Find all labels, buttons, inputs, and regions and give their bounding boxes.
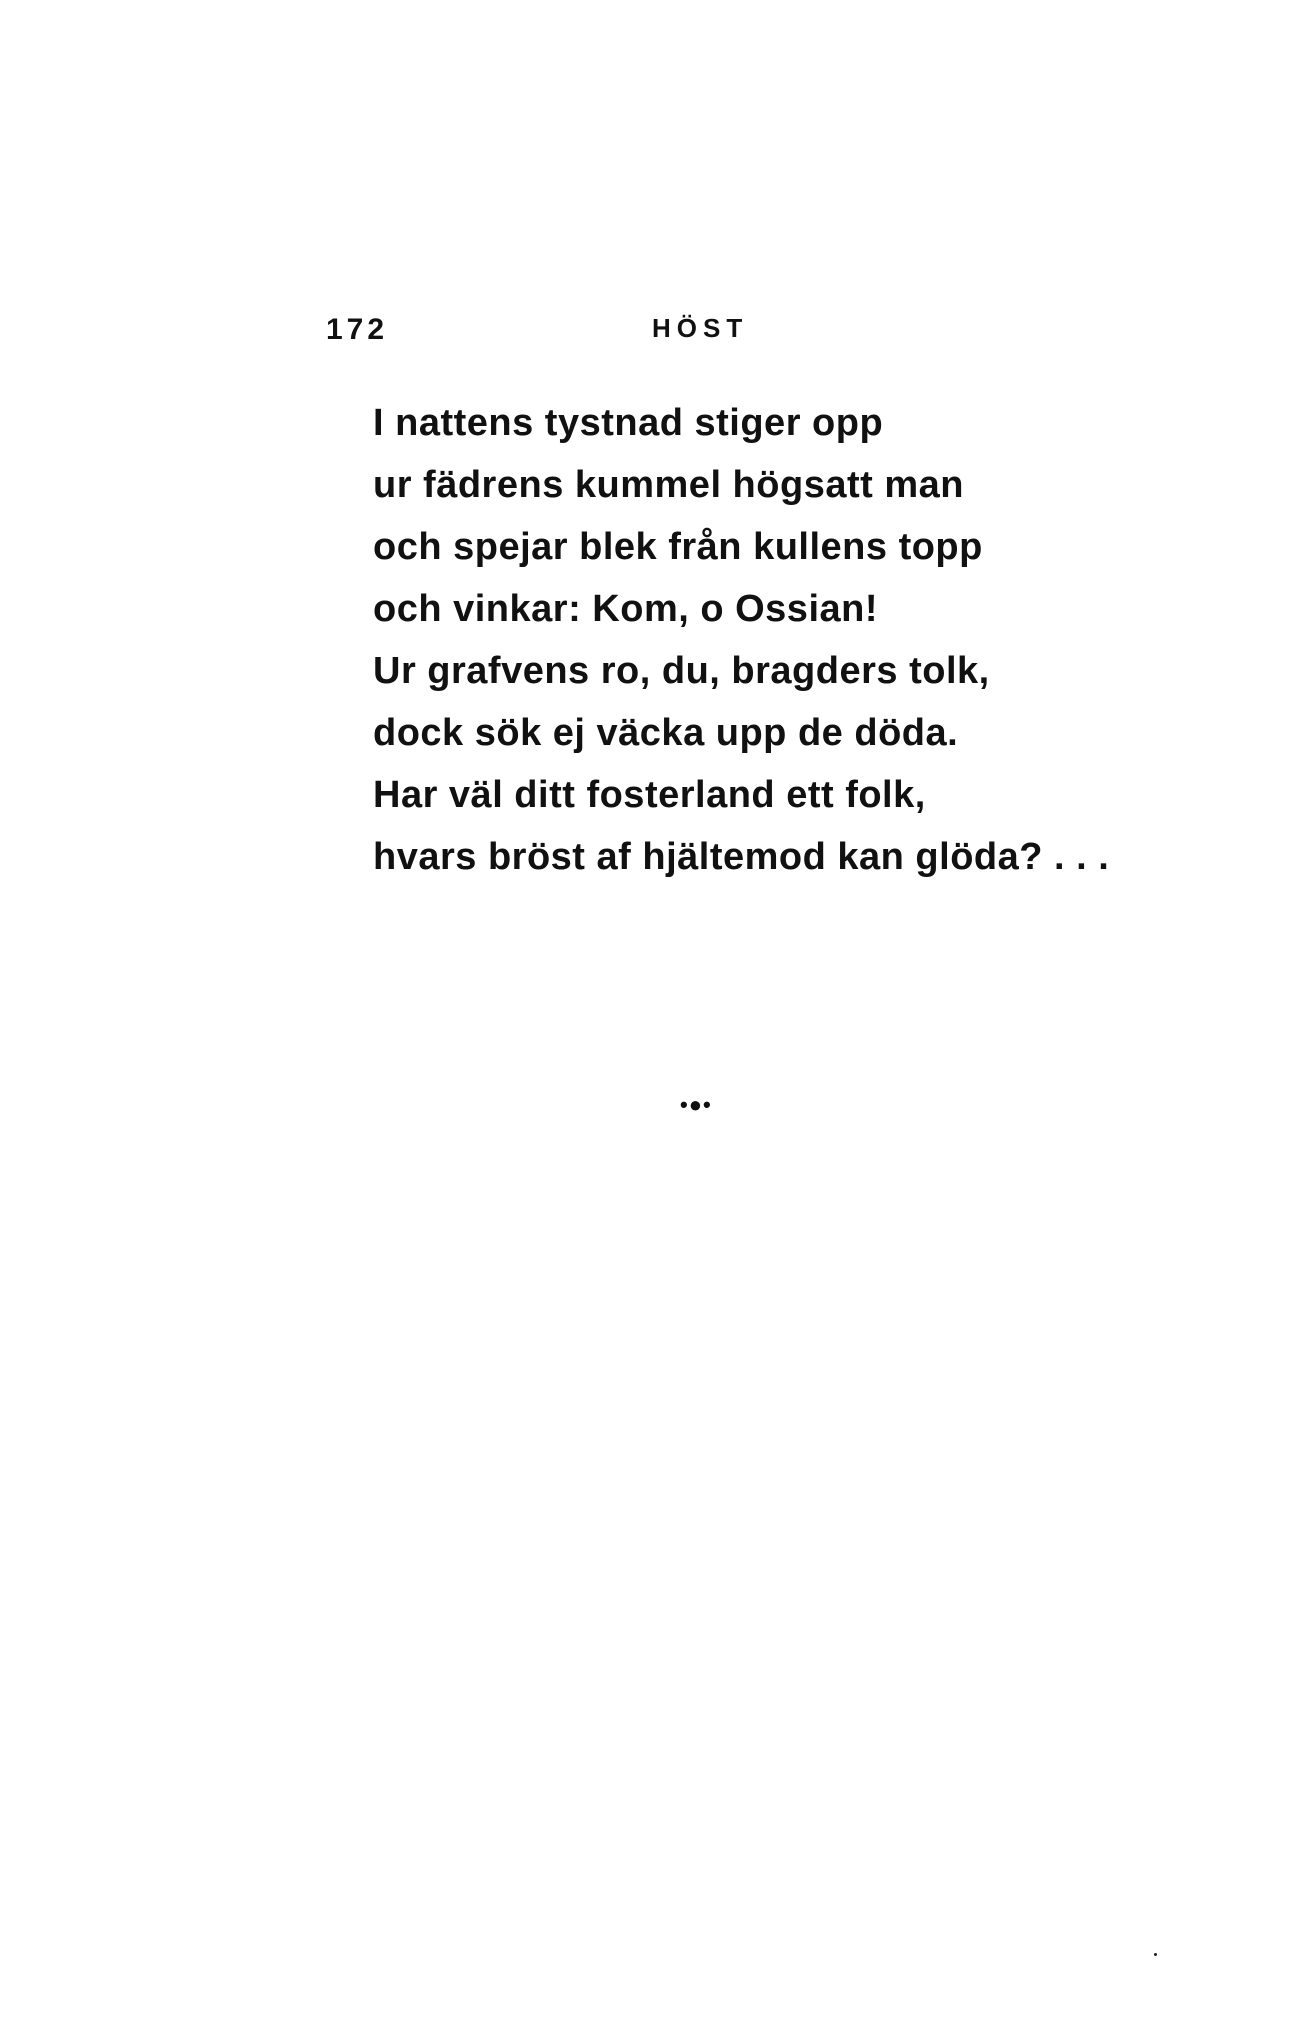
poem-line: ur fädrens kummel högsatt man	[373, 464, 964, 506]
print-speck	[1154, 1953, 1157, 1956]
poem-line: Har väl ditt fosterland ett folk,	[373, 774, 926, 816]
poem-line: hvars bröst af hjältemod kan glöda? . . .	[373, 836, 1110, 878]
ornament-divider: •●•	[680, 1092, 712, 1117]
poem-stanza	[373, 392, 1173, 888]
poem-line: I nattens tystnad stiger opp	[373, 402, 884, 444]
poem-line: dock sök ej väcka upp de döda.	[373, 712, 959, 754]
page-number: 172	[326, 313, 389, 346]
running-head: HÖST	[652, 313, 749, 343]
poem-line: och vinkar: Kom, o Ossian!	[373, 588, 878, 630]
poem-line: och spejar blek från kullens topp	[373, 526, 983, 568]
poem-line: Ur grafvens ro, du, bragders tolk,	[373, 650, 990, 692]
